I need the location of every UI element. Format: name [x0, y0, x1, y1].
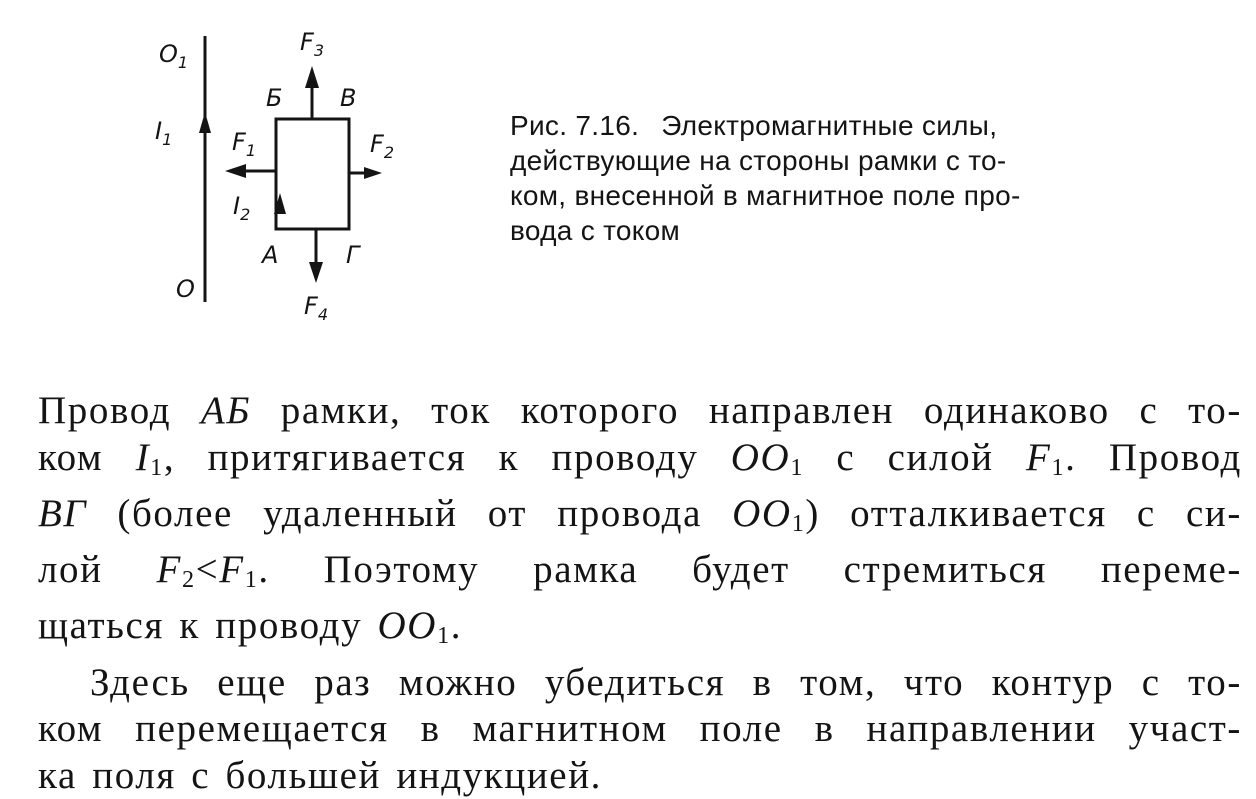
label-i1: $I_1$	[155, 117, 173, 149]
force-diagram	[0, 0, 500, 340]
force-f4-arrowhead	[309, 262, 323, 283]
caption-text: Электромагнитные силы,	[661, 110, 998, 141]
label-o: O	[176, 275, 195, 303]
figure-number: Рис. 7.16.	[510, 110, 640, 141]
text-line: Здесь еще раз можно убедиться в том, что контур с то-	[90, 660, 1242, 704]
current-i1-arrow	[199, 112, 211, 133]
body-text	[38, 388, 1242, 799]
force-f3-arrowhead	[305, 66, 319, 88]
text-line: ком $I_1$, притягивается к проводу $OO_1$ с силой $F_1$. Провод	[38, 435, 1242, 481]
text-line: Провод АБ рамки, ток которого направлен одинаково с то-	[38, 389, 1242, 432]
text-line: ка поля с большей индукцией.	[38, 753, 603, 797]
text-line: лой $F_2<F_1$. Поэтому рамка будет стремиться переме-	[38, 548, 1243, 593]
force-f2-arrowhead	[364, 167, 382, 179]
label-a: А	[262, 241, 279, 269]
text-line: щаться к проводу $OO_1$.	[38, 604, 463, 650]
paragraph	[38, 660, 1242, 799]
label-o1: $O_1$	[159, 40, 189, 72]
caption-line: вода с током	[510, 215, 681, 246]
label-v: В	[340, 84, 357, 112]
text-line: ком перемещается в магнитном поле в направлении участ-	[38, 707, 1242, 751]
force-f1-arrowhead	[225, 164, 246, 178]
label-i2: $I_2$	[233, 192, 251, 224]
label-f1: $F_1$	[232, 128, 256, 160]
text-line: ВГ (более удаленный от провода $OO_1$) отталкивается с си-	[38, 491, 1242, 537]
caption-line: действующие на стороны рамки с то-	[510, 145, 1007, 176]
caption-line	[510, 108, 1142, 143]
label-f2: $F_2$	[370, 130, 394, 162]
current-frame	[276, 119, 349, 229]
label-f3: $F_3$	[300, 28, 324, 60]
label-g: Г	[346, 241, 360, 269]
figure-caption	[510, 108, 1142, 248]
label-f4: $F_4$	[304, 292, 328, 324]
label-b: Б	[266, 84, 283, 112]
paragraph	[38, 388, 1242, 660]
caption-line: ком, внесенной в магнитное поле про-	[510, 180, 1021, 211]
